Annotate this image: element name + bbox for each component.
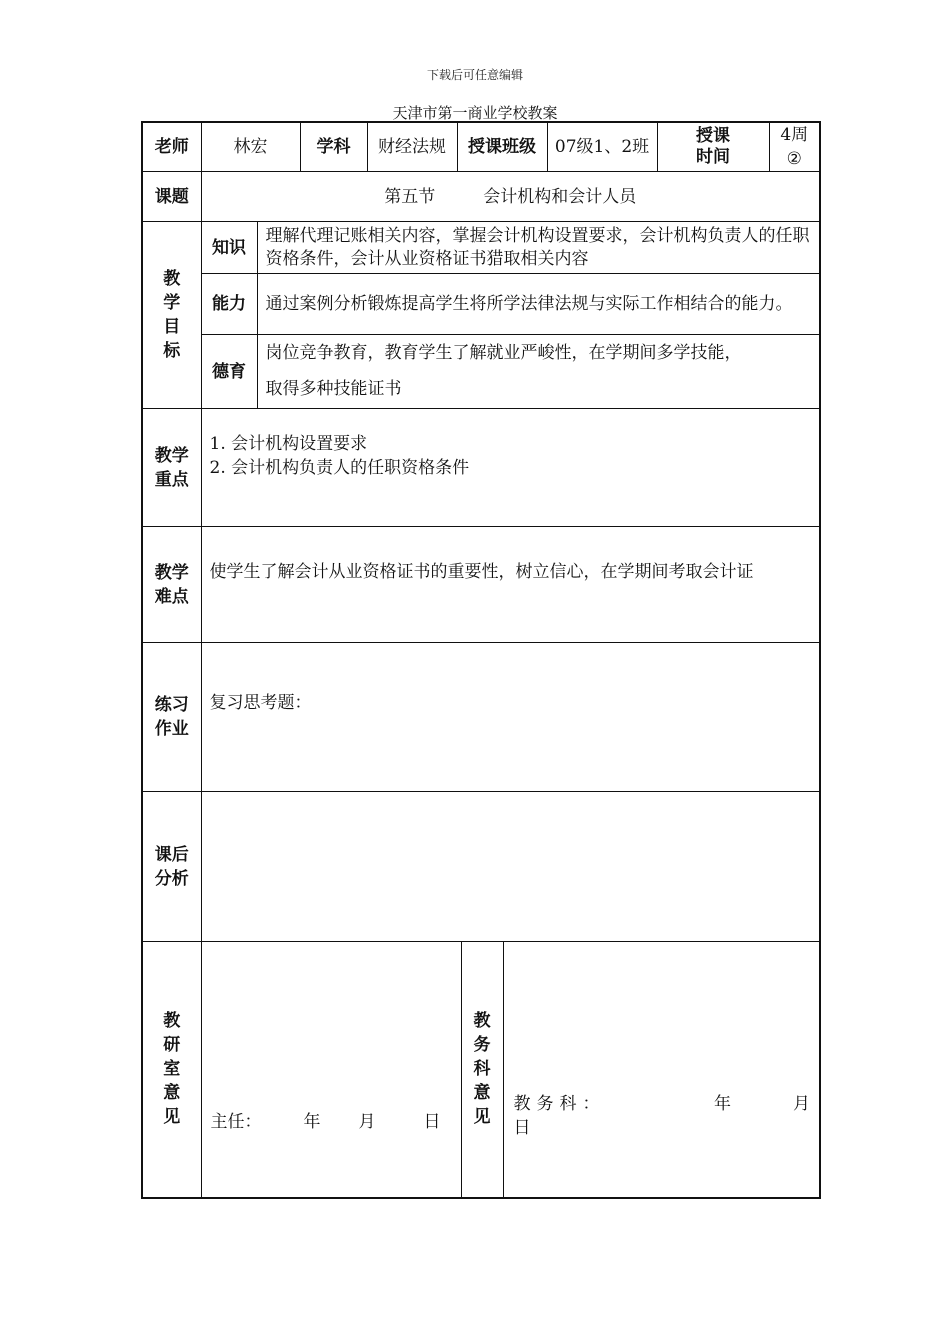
teacher-name: 林宏 (201, 122, 300, 172)
analysis-row (142, 792, 820, 942)
knowledge-text: 理解代理记账相关内容，掌握会计机构设置要求，会计机构负责人的任职资格条件，会计从业资格证书猎取相关内容 (257, 222, 820, 274)
homework-label-line-1: 练习 (154, 695, 189, 715)
affairs-month: 月 (793, 1093, 811, 1114)
moral-label: 德育 (201, 335, 257, 409)
opinions-row (142, 942, 820, 1198)
time-label-line-1: 授课 (696, 126, 731, 146)
knowledge-label: 知识 (201, 222, 257, 274)
watermark-text: 下载后可任意编辑 (426, 68, 523, 82)
difficulty-row (142, 527, 820, 643)
affairs-label-char: 务 (473, 1035, 491, 1056)
class-name: 07级1、2班 (547, 122, 657, 172)
topic-name: 会计机构和会计人员 (483, 186, 637, 207)
research-label-char: 意 (163, 1083, 181, 1104)
topic-cell (201, 172, 820, 222)
topic-row (142, 172, 820, 222)
moral-cell (257, 335, 820, 409)
analysis-label-line-1: 课后 (154, 844, 189, 865)
key-point-item: 2. 会计机构负责人的任职资格条件 (209, 458, 470, 478)
analysis-text (201, 792, 820, 942)
homework-text: 复习思考题： (201, 643, 820, 792)
goal-knowledge-row (142, 222, 820, 274)
lesson-plan-table (141, 121, 821, 1199)
affairs-opinion-cell (503, 942, 820, 1198)
research-day: 日 (423, 1111, 441, 1132)
class-label: 授课班级 (457, 122, 547, 172)
teacher-label: 老师 (142, 122, 201, 172)
goal-moral-row (142, 335, 820, 409)
director-label: 主任： (210, 1111, 262, 1132)
difficulty-text: 使学生了解会计从业资格证书的重要性，树立信心，在学期间考取会计证 (201, 527, 820, 643)
affairs-label-char: 教 (473, 1011, 491, 1032)
time-label-line-2: 时间 (696, 147, 731, 167)
key-point-item: 1. 会计机构设置要求 (209, 434, 368, 454)
research-signature (211, 1110, 441, 1134)
goal-ability-row (142, 274, 820, 335)
goals-label-char: 学 (163, 293, 181, 313)
key-points-list (201, 409, 820, 527)
ability-text: 通过案例分析锻炼提高学生将所学法律法规与实际工作相结合的能力。 (257, 274, 820, 335)
key-points-label (142, 409, 201, 527)
document-title: 天津市第一商业学校教案 (392, 104, 558, 122)
key-points-label-line-2: 重点 (154, 469, 189, 490)
homework-label-line-2: 作业 (154, 719, 189, 739)
ability-label: 能力 (201, 274, 257, 335)
goals-label-char: 标 (163, 341, 181, 361)
week-cell (769, 122, 820, 172)
analysis-label-line-2: 分析 (154, 868, 189, 889)
moral-text-line-2: 取得多种技能证书 (265, 379, 402, 399)
research-label-char: 室 (163, 1059, 181, 1080)
difficulty-label-line-2: 难点 (154, 586, 189, 607)
week-number: 4周 (780, 125, 809, 145)
subject-label: 学科 (300, 122, 367, 172)
affairs-label (461, 942, 503, 1198)
analysis-label (142, 792, 201, 942)
topic-section: 第五节 (384, 186, 436, 207)
research-month: 月 (358, 1111, 376, 1132)
goals-label-char: 教 (163, 269, 181, 289)
goals-label-char: 目 (163, 317, 181, 337)
week-session: ② (786, 149, 802, 169)
goals-label (142, 222, 201, 409)
research-opinion-cell (201, 942, 461, 1198)
moral-text-line-1: 岗位竞争教育，教育学生了解就业严峻性，在学期间多学技能， (265, 343, 742, 363)
research-label-char: 研 (163, 1035, 181, 1056)
key-points-label-line-1: 教学 (154, 445, 189, 466)
homework-label (142, 643, 201, 792)
affairs-day: 日 (513, 1117, 531, 1138)
research-label-char: 见 (163, 1107, 181, 1128)
topic-label: 课题 (142, 172, 201, 222)
header-row (142, 122, 820, 172)
research-label (142, 942, 201, 1198)
homework-row (142, 643, 820, 792)
affairs-signer-label: 教务科： (513, 1093, 606, 1114)
key-points-row (142, 409, 820, 527)
affairs-label-char: 见 (473, 1107, 491, 1128)
subject-name: 财经法规 (367, 122, 457, 172)
research-year: 年 (303, 1111, 321, 1132)
research-label-char: 教 (163, 1011, 181, 1032)
difficulty-label (142, 527, 201, 643)
difficulty-label-line-1: 教学 (154, 562, 189, 583)
affairs-label-char: 意 (473, 1083, 491, 1104)
time-label (657, 122, 769, 172)
affairs-label-char: 科 (473, 1059, 491, 1080)
affairs-signature (514, 1092, 811, 1116)
affairs-year: 年 (714, 1093, 732, 1114)
